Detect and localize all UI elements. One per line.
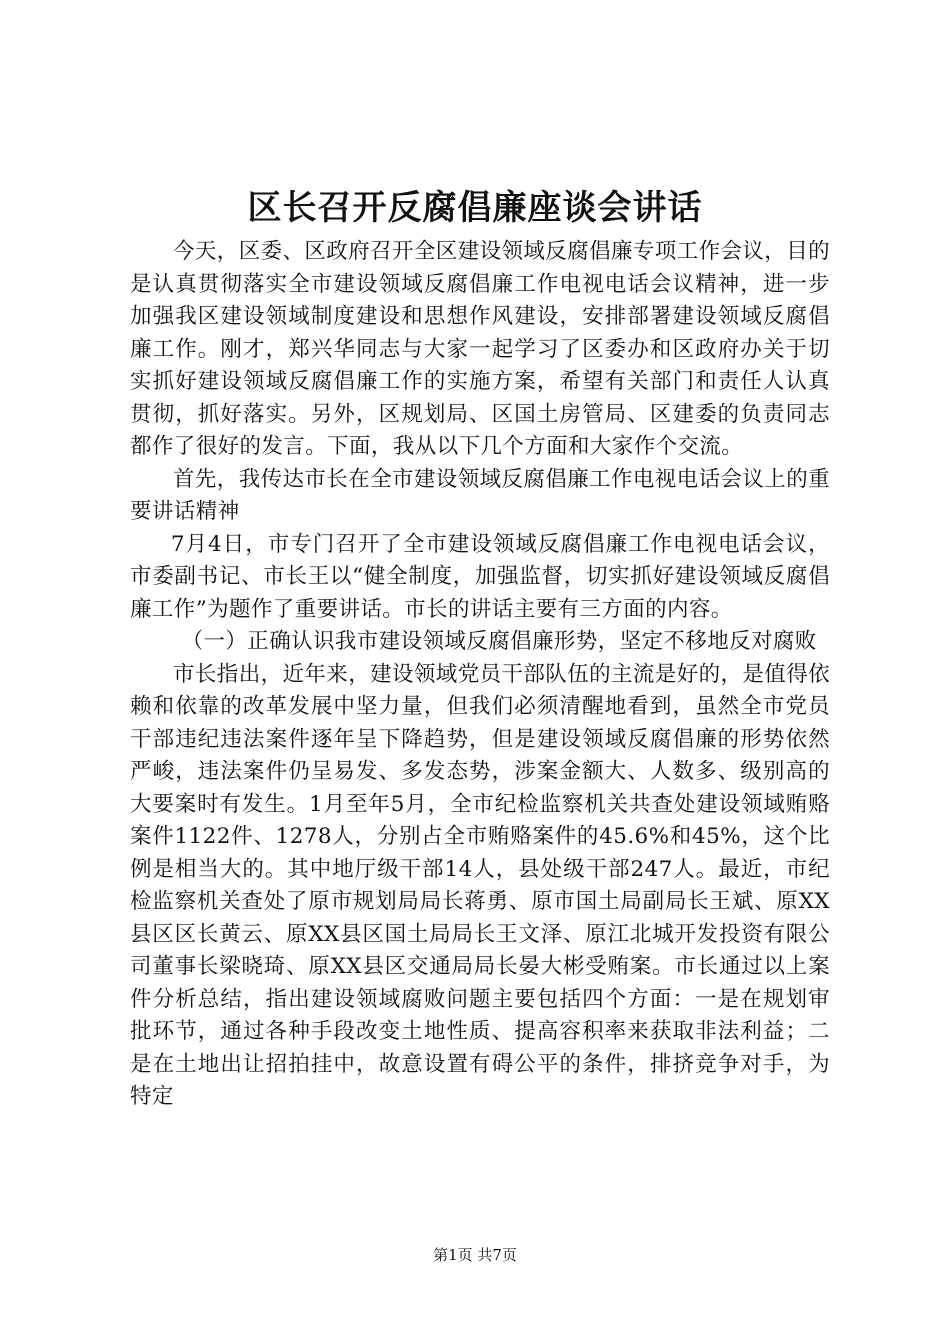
- paragraph-first-point: 首先，我传达市长在全市建设领域反腐倡廉工作电视电话会议上的重要讲话精神: [130, 466, 831, 524]
- page-number: 第1页 共7页: [433, 1246, 517, 1264]
- document-title: 区长召开反腐倡廉座谈会讲话: [247, 188, 703, 228]
- paragraph-intro: 今天，区委、区政府召开全区建设领域反腐倡廉专项工作会议，目的是认真贯彻落实全市建设领域反腐倡廉工作电视电话会议精神，进一步加强我区建设领域制度建设和思想作风建设，安排部署建设领域反腐倡廉工作。刚才，郑兴华同志与大家一起学习了区委办和区政府办关于切实抓好建设领域反腐倡廉工作的实施方案，希望有关部门和责任人认真贯彻，抓好落实。另外，区规划局、区国土房管局、区建委的负责同志都作了很好的发言。下面，我从以下几个方面和大家作个交流。: [130, 239, 831, 459]
- document-body: [130, 236, 830, 1114]
- paragraph-section-heading: （一）正确认识我市建设领域反腐倡廉形势，坚定不移地反对腐败: [181, 629, 817, 654]
- paragraph-mayor-remarks: 市长指出，近年来，建设领域党员干部队伍的主流是好的，是值得依赖和依靠的改革发展中坚力量，但我们必须清醒地看到，虽然全市党员干部违纪违法案件逐年呈下降趋势，但是建设领域反腐倡廉的形势依然严峻，违法案件仍呈易发、多发态势，涉案金额大、人数多、级别高的大要案时有发生。1月至年5月，全市纪检监察机关共查处建设领域贿赂案件1122件、1278人，分别占全市贿赂案件的45.6%和45%，这个比例是相当大的。其中地厅级干部14人，县处级干部247人。最近，市纪检监察机关查处了原市规划局局长蒋勇、原市国土局副局长王斌、原XX县区区长黄云、原XX县区国土局局长王文泽、原江北城开发投资有限公司董事长梁晓琦、原XX县区交通局局长晏大彬受贿案。市长通过以上案件分析总结，指出建设领域腐败问题主要包括四个方面：一是在规划审批环节，通过各种手段改变土地性质、提高容积率来获取非法利益；二是在土地出让招拍挂中，故意设置有碍公平的条件，排挤竞争对手，为特定: [130, 661, 831, 1109]
- paragraph-meeting-date: 7月4日，市专门召开了全市建设领域反腐倡廉工作电视电话会议，市委副书记、市长王以“健全制度，加强监督，切实抓好建设领域反腐倡廉工作”为题作了重要讲话。市长的讲话主要有三方面的内容。: [130, 531, 830, 622]
